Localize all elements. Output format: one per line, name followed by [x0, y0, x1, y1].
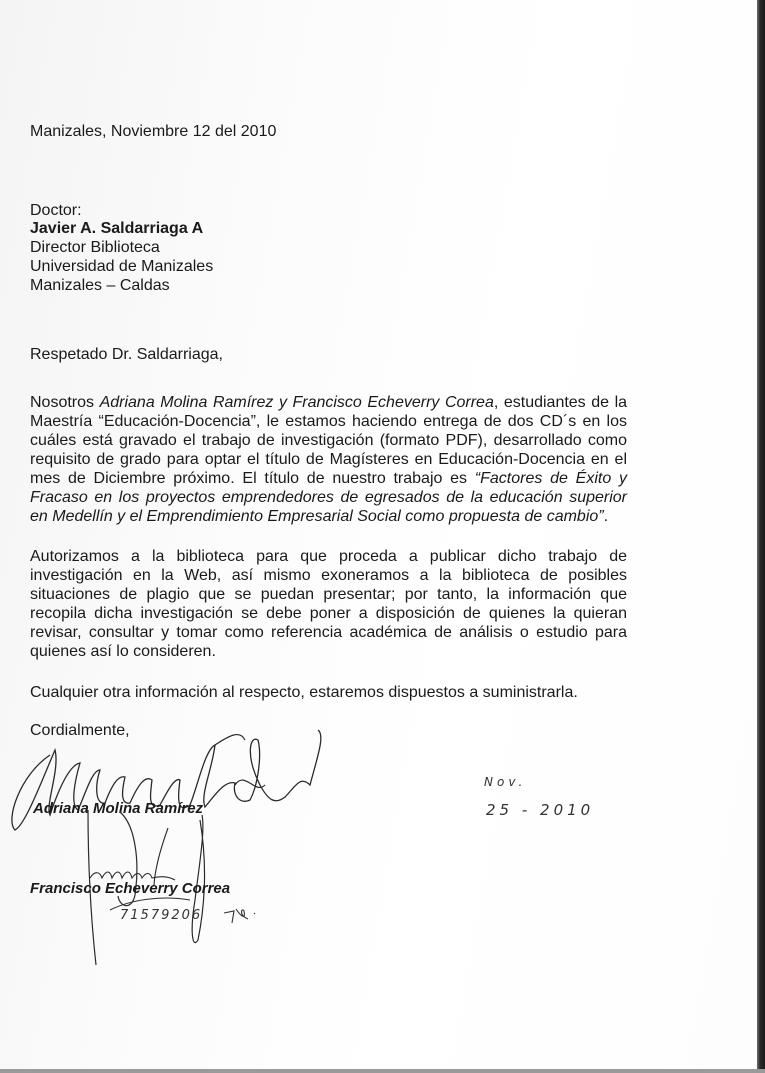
paragraph-1-line	[30, 469, 627, 488]
paragraph-2-line: revisar, consultar y tomar como referencia académica de análisis o estudio para	[30, 624, 627, 641]
date-line: Manizales, Noviembre 12 del 2010	[30, 123, 277, 140]
thesis-title: “Factores de Éxito y	[474, 470, 627, 487]
paragraph-1	[30, 393, 627, 526]
recipient-position: Director Biblioteca	[30, 239, 160, 256]
text-run: Nosotros	[30, 394, 100, 411]
recipient-title: Doctor:	[30, 202, 82, 219]
receipt-note-date: 25 - 2010	[486, 801, 595, 819]
paragraph-2	[30, 547, 627, 661]
initials-scribble	[222, 905, 262, 927]
paragraph-2-line: Autorizamos a la biblioteca para que proceda a publicar dicho trabajo de	[30, 548, 627, 565]
paragraph-2-line: recopila dicha investigación se debe poner a disposición de quienes la quieran	[30, 605, 627, 622]
paragraph-1-line: requisito de grado para optar el título de Magísteres en Educación-Docencia en el	[30, 451, 627, 468]
student-names: Adriana Molina Ramírez y Francisco Echeverry Correa	[99, 394, 494, 411]
paragraph-1-line	[30, 393, 627, 412]
signatory-2-name: Francisco Echeverry Correa	[30, 880, 231, 897]
closing: Cordialmente,	[30, 722, 130, 739]
text-run: mes de Diciembre próximo. El título de nuestro trabajo es	[30, 470, 475, 487]
recipient-name: Javier A. Saldarriaga A	[30, 220, 204, 237]
thesis-title: en Medellín y el Emprendimiento Empresarial Social como propuesta de cambio”	[30, 508, 604, 525]
receipt-note-month: Nov.	[484, 775, 527, 789]
greeting: Respetado Dr. Saldarriaga,	[30, 346, 223, 363]
signatory-1-name: Adriana Molina Ramírez	[33, 800, 204, 817]
text-run: , estudiantes de la	[493, 394, 628, 411]
text-run: .	[603, 508, 609, 525]
paragraph-1-line: Maestría “Educación-Docencia”, le estamos haciendo entrega de dos CD´s en los	[30, 413, 627, 430]
paragraph-2-line: quienes así lo consideren.	[30, 643, 216, 660]
signatory-2-id: 71579206	[120, 908, 203, 923]
recipient-city: Manizales – Caldas	[30, 277, 170, 294]
paragraph-2-line: situaciones de plagio que se puedan presentar; por tanto, la información que	[30, 586, 627, 603]
paragraph-3: Cualquier otra información al respecto, estaremos dispuestos a suministrarla.	[30, 684, 578, 701]
paragraph-1-line: cuáles está gravado el trabajo de investigación (formato PDF), desarrollado como	[30, 432, 627, 449]
paragraph-1-line	[30, 507, 627, 526]
paragraph-2-line: investigación en la Web, así mismo exoneramos a la biblioteca de posibles	[30, 567, 627, 584]
scan-bottom-edge	[0, 1069, 765, 1073]
recipient-institution: Universidad de Manizales	[30, 258, 214, 275]
scan-right-edge	[757, 0, 765, 1073]
thesis-title: Fracaso en los proyectos emprendedores de egresados de la educación superior	[30, 489, 627, 506]
paragraph-1-line	[30, 488, 627, 507]
